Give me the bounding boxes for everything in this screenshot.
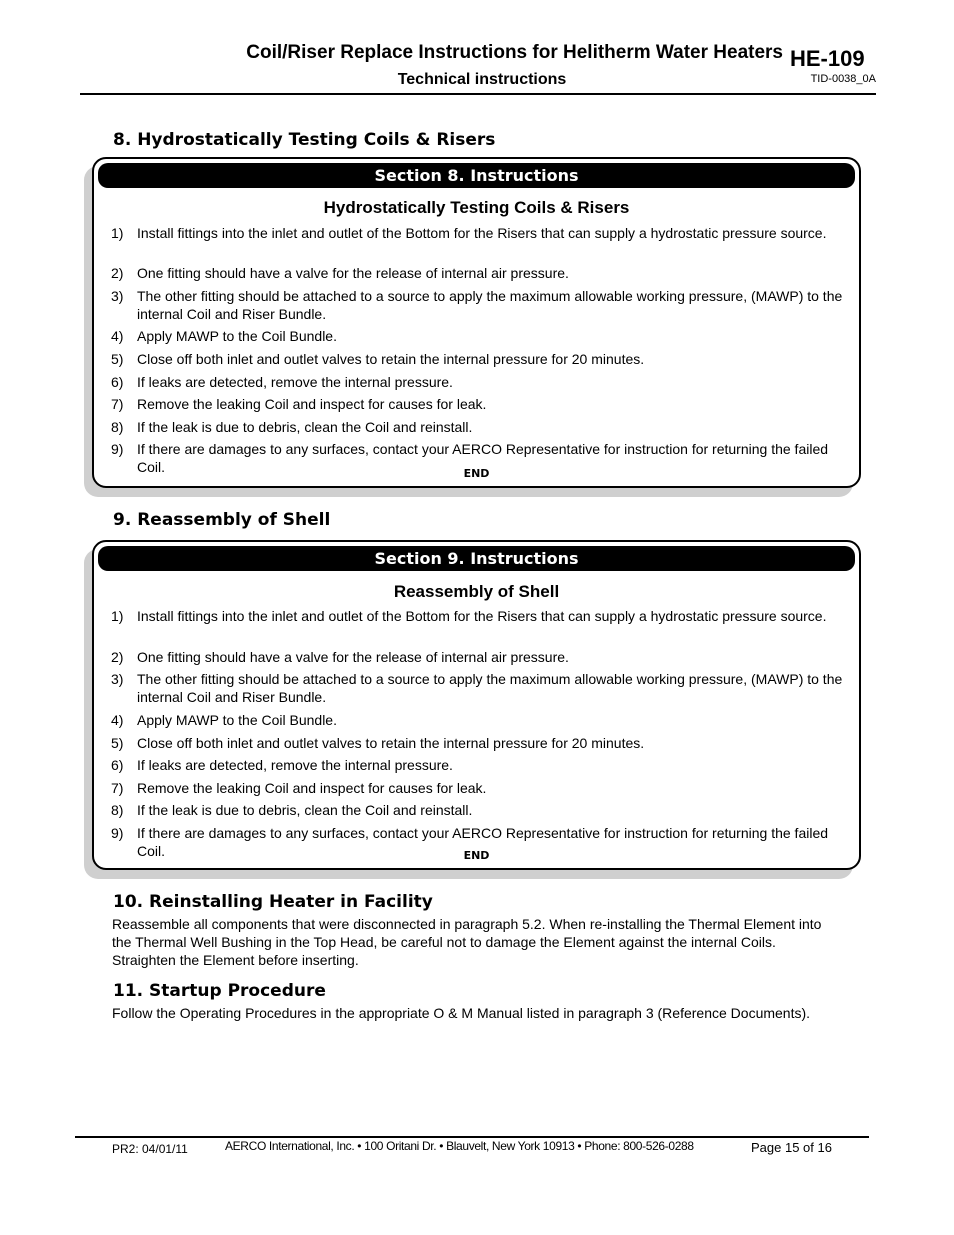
- section-10-heading: 10. Reinstalling Heater in Facility: [113, 892, 433, 912]
- footer-page-number: Page 15 of 16: [751, 1140, 832, 1155]
- header-divider: [80, 93, 876, 95]
- section-9-instructions-box: Section 9. Instructions Reassembly of Shell 1) Install fittings into the inlet and outlet of the Bottom for the Risers that can supply a hydrostatic pressure source. 2) One fitting should have a valve for the release of internal air pressure. 3) The other fitting should be attached to a source to apply the maximum allowable working pressure, (MAWP) to the internal Coil and Riser Bundle. 4) Apply MAWP to the Coil Bundle. 5) Close off both inlet and outlet valves to retain the internal pressure for 20 minutes. 6) If leaks are detected, remove the internal pressure. 7) Remove the leaking Coil and inspect for causes for leak. 8) If the leak is due to debris, clean the Coil and reinstall. 9) If there are damages to any surfaces, contact your AERCO Representative for instruction for returning the failed Coil. END: [92, 540, 861, 870]
- document-subtitle: Technical instructions: [397, 71, 567, 88]
- tid-number: TID-0038_0A: [810, 73, 876, 85]
- document-id: HE-109: [790, 46, 865, 71]
- section-8-end-marker: END: [463, 467, 490, 480]
- section-9-title-bar: Section 9. Instructions: [98, 546, 855, 571]
- section-9-subheading: Reassembly of Shell: [393, 582, 560, 601]
- section-8-title-bar: Section 8. Instructions: [98, 163, 855, 188]
- footer-revision: PR2: 04/01/11: [112, 1142, 188, 1156]
- section-11-body: Follow the Operating Procedures in the appropriate O & M Manual listed in paragraph 3 (Reference Documents).: [112, 1005, 811, 1021]
- section-11-heading: 11. Startup Procedure: [113, 981, 326, 1001]
- section-8-instructions-box: Section 8. Instructions Hydrostatically Testing Coils & Risers 1) Install fittings into the inlet and outlet of the Bottom for the Risers that can supply a hydrostatic pressure source. 2) One fitting should have a valve for the release of internal air pressure. 3) The other fitting should be attached to a source to apply the maximum allowable working pressure, (MAWP) to the internal Coil and Riser Bundle. 4) Apply MAWP to the Coil Bundle. 5) Close off both inlet and outlet valves to retain the internal pressure for 20 minutes. 6) If leaks are detected, remove the internal pressure. 7) Remove the leaking Coil and inspect for causes for leak. 8) If the leak is due to debris, clean the Coil and reinstall. 9) If there are damages to any surfaces, contact your AERCO Representative for instruction for returning the failed Coil. END: [92, 157, 861, 488]
- section-8-heading: 8. Hydrostatically Testing Coils & Risers: [113, 130, 496, 150]
- footer-company-info: AERCO International, Inc. • 100 Oritani Dr. • Blauvelt, New York 10913 • Phone: 800-526-0288: [225, 1139, 694, 1153]
- section-10-body: Reassemble all components that were disconnected in paragraph 5.2. When re-installing the Thermal Element into the Thermal Well Bushing in the Top Head, be careful not to damage the Element against the internal Coils. Straighten the Element before inserting.: [112, 916, 822, 968]
- section-9-heading: 9. Reassembly of Shell: [113, 510, 331, 530]
- document-title: Coil/Riser Replace Instructions for Helitherm Water Heaters: [246, 42, 783, 63]
- section-8-subheading: Hydrostatically Testing Coils & Risers: [323, 198, 630, 217]
- section-9-end-marker: END: [463, 849, 490, 862]
- footer-divider: [75, 1136, 869, 1138]
